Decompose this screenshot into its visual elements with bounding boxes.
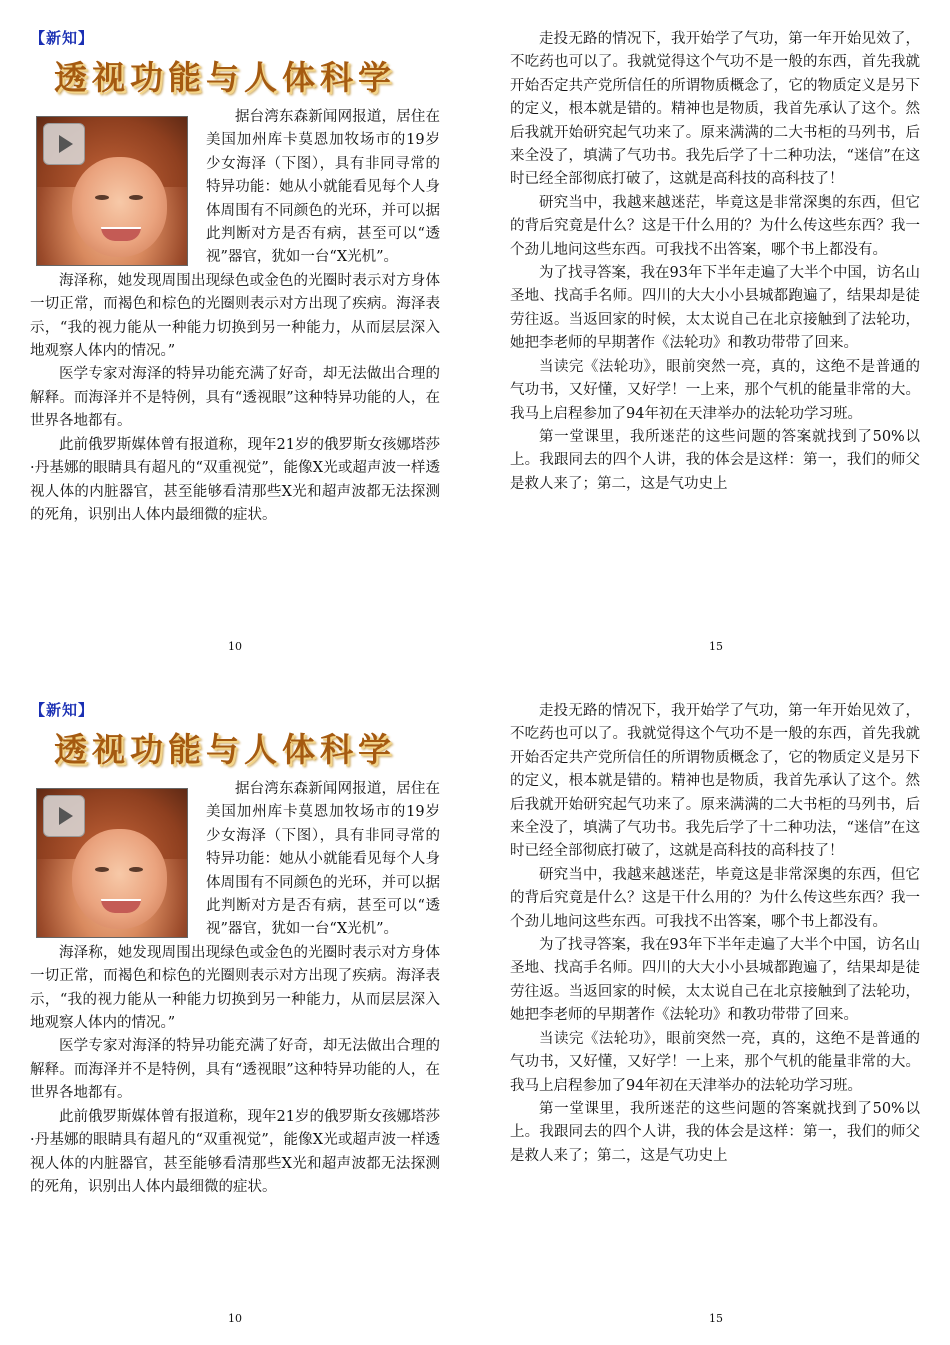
paragraph: 走投无路的情况下，我开始学了气功，第一年开始见效了，不吃药也可以了。我就觉得这个气功不是一般的东西，首先我就开始否定共产党所信任的所谓物质概念了，它的物质定义是另下的定义，根本就是错的。精神也是物质，我首先承认了这个。然后我就开始研究起气功来了。原来满满的二大书柜的马列书，后来全没了，填满了气功书。我先后学了十二种功法，“迷信”在这时已经全部彻底打破了，这就是高科技的高科技了！ (510, 703, 920, 860)
section-tag: 【新知】 (30, 701, 95, 719)
right-page (510, 28, 920, 496)
photo-face (72, 157, 167, 257)
page-spread-1 (0, 0, 950, 672)
paragraph: 当读完《法轮功》，眼前突然一亮，真的，这绝不是普通的气功书，又好懂，又好学！一上来，那个气机的能量非常的大。我马上启程参加了94年初在天津举办的法轮功学习班。 (510, 358, 920, 422)
paragraph: 研究当中，我越来越迷茫，毕竟这是非常深奥的东西，但它的背后究竟是什么？这是干什么用的？为什么传这些东西？我一个劲儿地问这些东西。可我找不出答案，哪个书上都没有。 (510, 194, 920, 258)
page-number: 15 (709, 640, 723, 653)
paragraph: 医学专家对海泽的特异功能充满了好奇，却无法做出合理的解释。而海泽并不是特例，具有“透视眼”这种特异功能的人，在世界各地都有。 (30, 366, 440, 430)
article-title: 透视功能与人体科学 (54, 58, 396, 97)
article-body (30, 106, 440, 527)
paragraph: 为了找寻答案，我在93年下半年走遍了大半个中国，访名山圣地、找高手名师。四川的大大小小县城都跑遍了，结果却是徒劳往返。当返回家的时候，太太说自己在北京接触到了法轮功，她把李老师的早期著作《法轮功》和教功带带了回来。 (510, 937, 920, 1024)
photo-face (72, 829, 167, 929)
photo-eye (95, 867, 109, 872)
paragraph: 海泽称，她发现周围出现绿色或金色的光圈时表示对方身体一切正常，而褐色和棕色的光圈则表示对方出现了疾病。海泽表示，“我的视力能从一种能力切换到另一种能力，从而层层深入地观察人体内的情况。” (30, 272, 440, 360)
photo-eye (95, 195, 109, 200)
photo-eye (129, 195, 143, 200)
page-number: 15 (709, 1312, 723, 1325)
paragraph: 研究当中，我越来越迷茫，毕竟这是非常深奥的东西，但它的背后究竟是什么？这是干什么用的？为什么传这些东西？我一个劲儿地问这些东西。可我找不出答案，哪个书上都没有。 (510, 866, 920, 930)
section-tag: 【新知】 (30, 29, 95, 47)
play-icon[interactable] (43, 123, 85, 165)
play-icon[interactable] (43, 795, 85, 837)
paragraph: 海泽称，她发现周围出现绿色或金色的光圈时表示对方身体一切正常，而褐色和棕色的光圈则表示对方出现了疾病。海泽表示，“我的视力能从一种能力切换到另一种能力，从而层层深入地观察人体内的情况。” (30, 944, 440, 1032)
paragraph: 据台湾东森新闻网报道，居住在美国加州库卡莫恩加牧场市的19岁少女海泽（下图），具有非同寻常的特异功能：她从小就能看见每个人身体周围有不同颜色的光环，并可以据此判断对方是否有病，甚至可以“透视”器官，犹如一台“X光机”。 (206, 781, 440, 938)
page-number: 10 (228, 640, 242, 653)
right-page (510, 700, 920, 1168)
paragraph: 医学专家对海泽的特异功能充满了好奇，却无法做出合理的解释。而海泽并不是特例，具有“透视眼”这种特异功能的人，在世界各地都有。 (30, 1038, 440, 1102)
left-page (30, 28, 440, 527)
paragraph: 此前俄罗斯媒体曾有报道称，现年21岁的俄罗斯女孩娜塔莎·丹基娜的眼睛具有超凡的“双重视觉”，能像X光或超声波一样透视人体的内脏器官，甚至能够看清那些X光和超声波都无法探测的死角，识别出人体内最细微的症状。 (30, 1108, 440, 1195)
page-spread-2 (0, 672, 950, 1344)
girl-portrait-photo[interactable] (36, 788, 188, 938)
paragraph: 当读完《法轮功》，眼前突然一亮，真的，这绝不是普通的气功书，又好懂，又好学！一上来，那个气机的能量非常的大。我马上启程参加了94年初在天津举办的法轮功学习班。 (510, 1030, 920, 1094)
photo-eye (129, 867, 143, 872)
paragraph: 第一堂课里，我所迷茫的这些问题的答案就找到了50%以上。我跟同去的四个人讲，我的体会是这样：第一，我们的师父是救人来了；第二，这是气功史上 (510, 428, 920, 492)
page-number: 10 (228, 1312, 242, 1325)
paragraph: 走投无路的情况下，我开始学了气功，第一年开始见效了，不吃药也可以了。我就觉得这个气功不是一般的东西，首先我就开始否定共产党所信任的所谓物质概念了，它的物质定义是另下的定义，根本就是错的。精神也是物质，我首先承认了这个。然后我就开始研究起气功来了。原来满满的二大书柜的马列书，后来全没了，填满了气功书。我先后学了十二种功法，“迷信”在这时已经全部彻底打破了，这就是高科技的高科技了！ (510, 31, 920, 188)
paragraph: 第一堂课里，我所迷茫的这些问题的答案就找到了50%以上。我跟同去的四个人讲，我的体会是这样：第一，我们的师父是救人来了；第二，这是气功史上 (510, 1100, 920, 1164)
paragraph: 此前俄罗斯媒体曾有报道称，现年21岁的俄罗斯女孩娜塔莎·丹基娜的眼睛具有超凡的“双重视觉”，能像X光或超声波一样透视人体的内脏器官，甚至能够看清那些X光和超声波都无法探测的死角，识别出人体内最细微的症状。 (30, 436, 440, 523)
paragraph: 据台湾东森新闻网报道，居住在美国加州库卡莫恩加牧场市的19岁少女海泽（下图），具有非同寻常的特异功能：她从小就能看见每个人身体周围有不同颜色的光环，并可以据此判断对方是否有病，甚至可以“透视”器官，犹如一台“X光机”。 (206, 109, 440, 266)
paragraph: 为了找寻答案，我在93年下半年走遍了大半个中国，访名山圣地、找高手名师。四川的大大小小县城都跑遍了，结果却是徒劳往返。当返回家的时候，太太说自己在北京接触到了法轮功，她把李老师的早期著作《法轮功》和教功带带了回来。 (510, 265, 920, 352)
article-body (510, 700, 920, 1168)
article-title: 透视功能与人体科学 (54, 730, 396, 769)
girl-portrait-photo[interactable] (36, 116, 188, 266)
article-body (30, 778, 440, 1199)
article-body (510, 28, 920, 496)
left-page (30, 700, 440, 1199)
